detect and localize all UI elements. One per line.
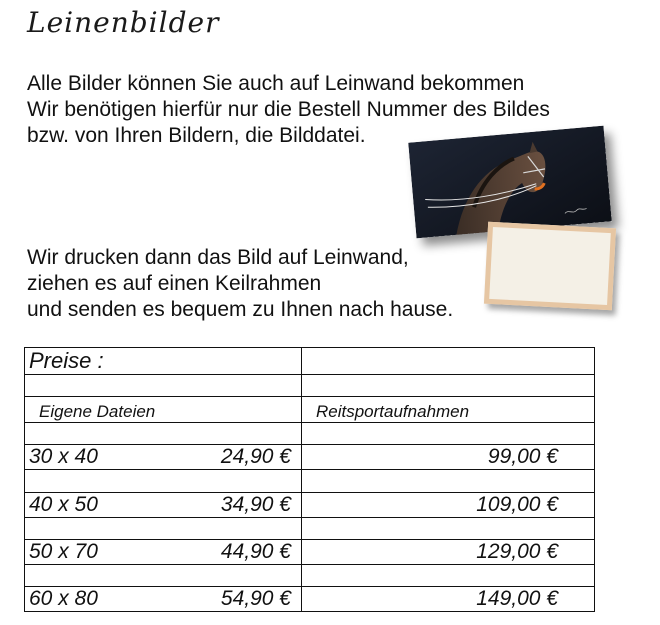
empty-cell: [25, 564, 302, 586]
empty-cell: [25, 517, 302, 539]
empty-cell: [302, 470, 595, 492]
price-row: [25, 539, 595, 564]
blank-canvas-image: [484, 222, 616, 311]
size-label: 30 x 40: [29, 445, 98, 469]
own-price: 24,90 €: [220, 445, 291, 469]
own-price: 34,90 €: [220, 492, 291, 516]
intro-line: Wir benötigen hierfür nur die Bestell Nummer des Bildes: [27, 98, 550, 121]
photo-price: 109,00 €: [302, 492, 595, 517]
photo-price: 129,00 €: [302, 539, 595, 564]
own-price-cell: [25, 539, 302, 564]
process-line: und senden es bequem zu Ihnen nach hause.: [27, 298, 454, 321]
own-price-cell: [25, 492, 302, 517]
column-label-photos: Reitsportaufnahmen: [302, 397, 595, 423]
empty-cell: [302, 375, 595, 397]
column-label-own-files: Eigene Dateien: [25, 397, 302, 423]
empty-cell: [25, 375, 302, 397]
empty-cell: [302, 517, 595, 539]
process-line: Wir drucken dann das Bild auf Leinwand,: [27, 246, 409, 269]
price-table: [24, 347, 595, 612]
intro-line: Alle Bilder können Sie auch auf Leinwand bekommen: [27, 72, 525, 95]
empty-cell: [25, 423, 302, 445]
price-heading: Preise :: [25, 348, 302, 375]
process-paragraph: [27, 245, 453, 323]
price-row: [25, 445, 595, 470]
empty-cell: [25, 470, 302, 492]
horse-canvas-image: [408, 126, 612, 239]
intro-line: bzw. von Ihren Bildern, die Bilddatei.: [27, 124, 366, 147]
price-row: [25, 492, 595, 517]
price-row: [25, 586, 595, 611]
own-price: 44,90 €: [220, 539, 291, 563]
photo-price: 99,00 €: [302, 445, 595, 470]
horse-dressage-illustration: [408, 126, 612, 239]
size-label: 60 x 80: [29, 587, 98, 610]
photo-price: 149,00 €: [302, 586, 595, 611]
own-price-cell: [25, 586, 302, 611]
size-label: 50 x 70: [29, 539, 98, 563]
page-title: Leinenbilder: [27, 6, 220, 39]
empty-cell: [302, 423, 595, 445]
own-price-cell: [25, 445, 302, 470]
empty-cell: [302, 564, 595, 586]
process-line: ziehen es auf einen Keilrahmen: [27, 272, 322, 295]
size-label: 40 x 50: [29, 492, 98, 516]
empty-cell: [302, 348, 595, 375]
own-price: 54,90 €: [220, 587, 291, 610]
